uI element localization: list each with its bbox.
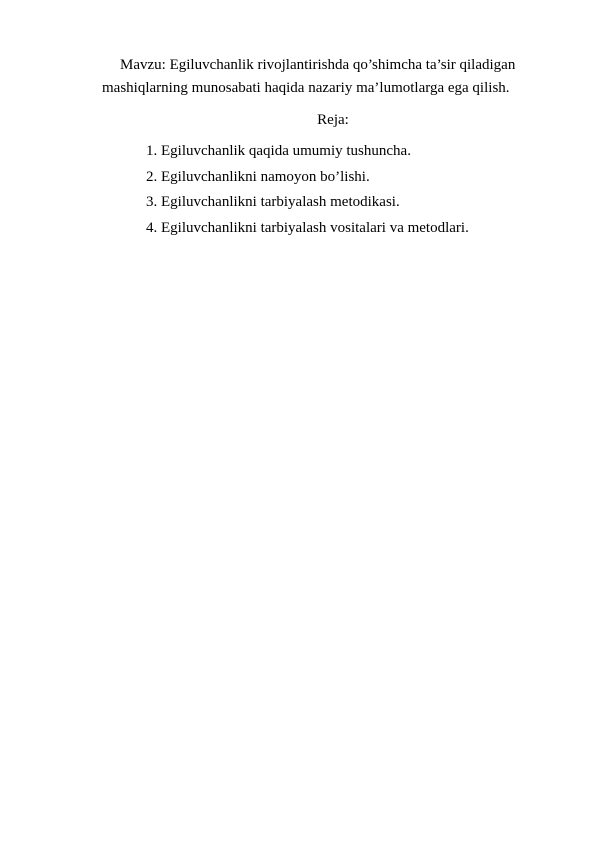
plan-item-3: 3. Egiluvchanlikni tarbiyalash metodikasi. — [146, 194, 400, 210]
topic-line-2: mashiqlarning munosabati haqida nazariy ma’lumotlarga ega qilish. — [102, 80, 510, 96]
plan-item-2: 2. Egiluvchanlikni namoyon bo’lishi. — [146, 168, 370, 185]
plan-heading: Reja: — [317, 112, 349, 128]
plan-item-1: 1. Egiluvchanlik qaqida umumiy tushuncha. — [146, 143, 411, 159]
topic-line-1: Mavzu: Egiluvchanlik rivojlantirishda qo’shimcha ta’sir qiladigan — [120, 57, 516, 73]
topic-paragraph — [102, 54, 554, 100]
plan-list — [146, 141, 469, 243]
plan-item-4: 4. Egiluvchanlikni tarbiyalash vositalari va metodlari. — [146, 219, 469, 236]
